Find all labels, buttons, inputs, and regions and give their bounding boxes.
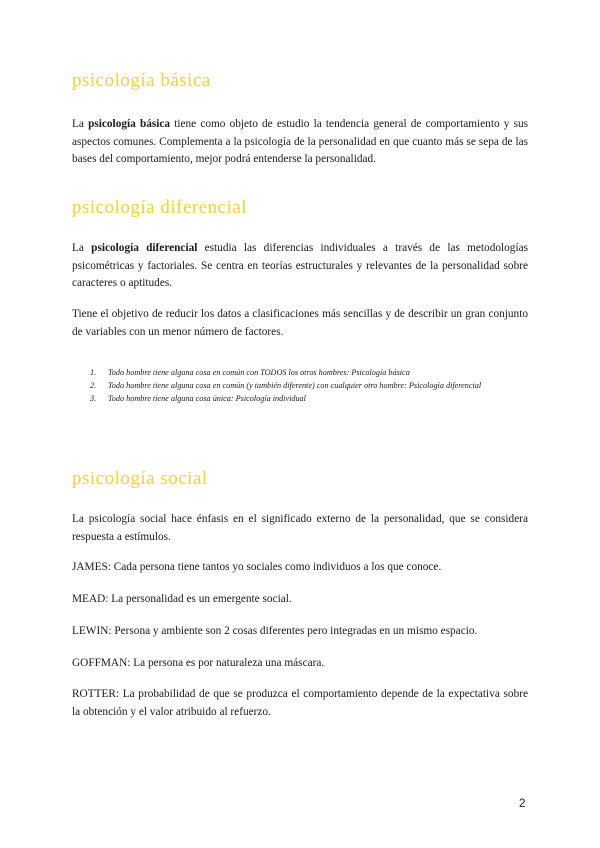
paragraph-diferencial-objective: Tiene el objetivo de reducir los datos a clasificaciones más sencillas y de describir un gran conjunto de variables con un menor número de factores. bbox=[72, 308, 528, 338]
list-text: Todo hombre tiene alguna cosa en común con TODOS los otros hombres: Psicología básica bbox=[108, 368, 410, 377]
section-heading-diferencial: psicología diferencial bbox=[72, 197, 248, 218]
list-item bbox=[72, 367, 528, 379]
section-heading-social: psicología social bbox=[72, 468, 208, 489]
page-number: 2 bbox=[519, 798, 526, 810]
list-number: 2. bbox=[90, 381, 97, 390]
numbered-list bbox=[72, 367, 528, 406]
list-text: Todo hombre tiene alguna cosa en común (y también diferente) con cualquier otro hombre: Psicología diferencial bbox=[108, 381, 482, 390]
list-number: 3. bbox=[90, 394, 97, 403]
bold-term: psicología diferencial bbox=[91, 242, 198, 254]
author-rotter: ROTTER: La probabilidad de que se produzca el comportamiento depende de la expectativa sobre la obtención y el valor atribuido al refuerzo. bbox=[72, 688, 528, 718]
text: La bbox=[72, 118, 89, 130]
text: tiene como objeto de estudio la tendencia general de comportamiento y sus aspectos comunes. Complementa a la psicología de la personalidad en que cuanto más se sepa de las bases del comportamiento, mejor podrá entenderse la personalidad. bbox=[72, 118, 529, 165]
list-item bbox=[72, 380, 528, 392]
paragraph-social: La psicología social hace énfasis en el significado externo de la personalidad, que se considera respuesta a estímulos. bbox=[72, 513, 528, 543]
bold-term: psicología básica bbox=[88, 118, 171, 130]
author-james: JAMES: Cada persona tiene tantos yo sociales como individuos a los que conoce. bbox=[72, 561, 442, 573]
author-lewin: LEWIN: Persona y ambiente son 2 cosas diferentes pero integradas en un mismo espacio. bbox=[72, 625, 478, 637]
list-item bbox=[72, 393, 528, 405]
paragraph-diferencial bbox=[72, 240, 528, 293]
paragraph-basica bbox=[72, 116, 528, 169]
list-text: Todo hombre tiene alguna cosa única: Psicología individual bbox=[108, 394, 306, 403]
text: La bbox=[72, 242, 92, 254]
list-number: 1. bbox=[90, 368, 97, 377]
section-heading-basica: psicología básica bbox=[72, 70, 211, 91]
text: estudia las diferencias individuales a través de las metodologías psicométricas y factoriales. Se centra en teorías estructurales y relevantes de la personalidad sobre caracteres o aptitudes. bbox=[72, 242, 528, 289]
author-mead: MEAD: La personalidad es un emergente social. bbox=[72, 593, 292, 605]
author-goffman: GOFFMAN: La persona es por naturaleza una máscara. bbox=[72, 657, 325, 669]
